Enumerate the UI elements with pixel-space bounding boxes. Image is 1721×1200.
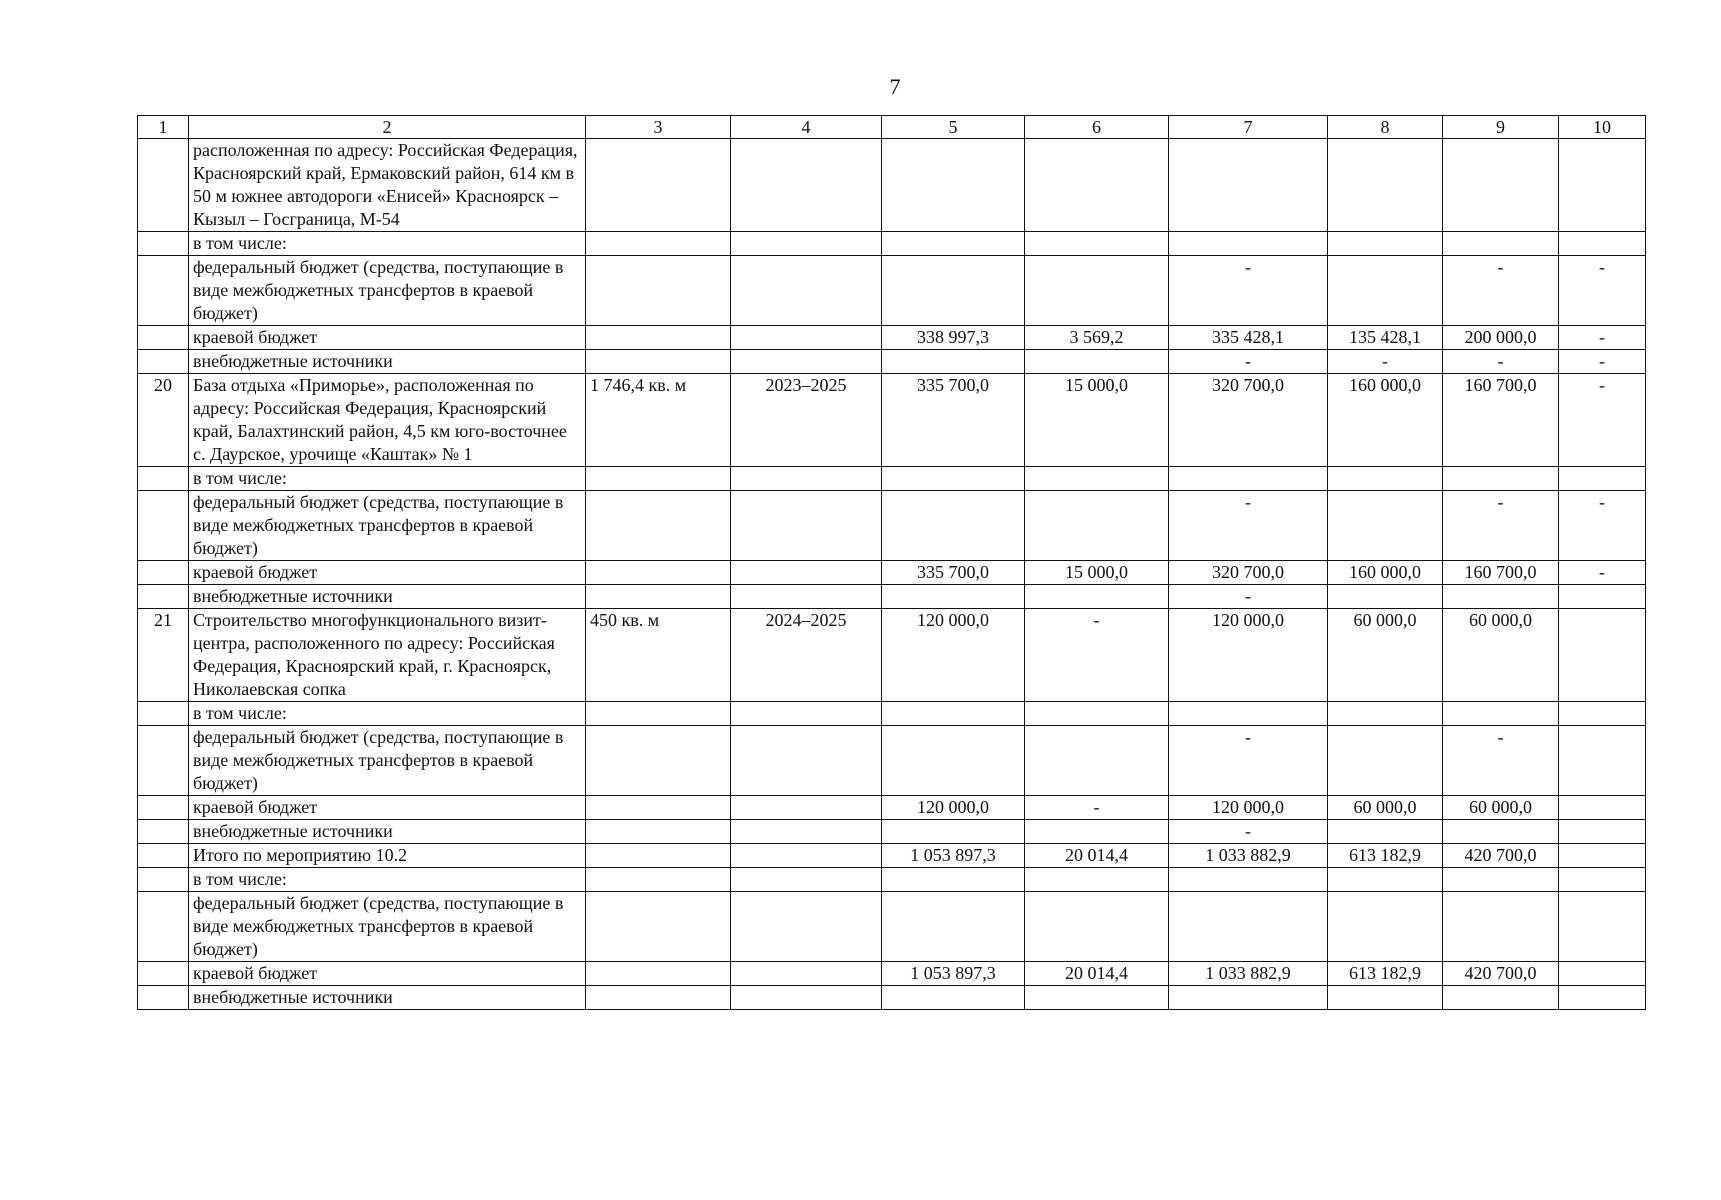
value-col-6 [1025,702,1169,726]
value-col-5 [882,986,1025,1010]
value-col-9 [1443,232,1559,256]
column-header: 1 [138,116,189,139]
capacity [586,868,731,892]
period [731,561,882,585]
period [731,256,882,326]
column-header: 6 [1025,116,1169,139]
row-number [138,892,189,962]
table-row [138,139,1646,232]
value-col-10 [1559,467,1646,491]
value-col-9 [1443,868,1559,892]
column-header: 5 [882,116,1025,139]
value-col-5 [882,139,1025,232]
capacity [586,350,731,374]
value-col-5: 335 700,0 [882,374,1025,467]
value-col-8 [1328,256,1443,326]
value-col-6 [1025,892,1169,962]
value-col-10: - [1559,326,1646,350]
value-col-10: - [1559,374,1646,467]
value-col-6 [1025,868,1169,892]
table-row [138,491,1646,561]
table-row [138,326,1646,350]
value-col-6 [1025,350,1169,374]
period: 2023–2025 [731,374,882,467]
value-col-7: 1 033 882,9 [1169,844,1328,868]
item-name: внебюджетные источники [189,585,586,609]
item-name: внебюджетные источники [189,820,586,844]
table-row [138,467,1646,491]
value-col-8: 60 000,0 [1328,796,1443,820]
capacity [586,232,731,256]
value-col-6 [1025,232,1169,256]
value-col-10 [1559,844,1646,868]
row-number [138,796,189,820]
value-col-10 [1559,986,1646,1010]
table-row [138,726,1646,796]
value-col-8 [1328,139,1443,232]
row-number [138,986,189,1010]
period [731,467,882,491]
capacity [586,892,731,962]
table-row [138,796,1646,820]
value-col-7: - [1169,256,1328,326]
value-col-5 [882,256,1025,326]
row-number [138,844,189,868]
value-col-7 [1169,702,1328,726]
row-number [138,256,189,326]
period [731,820,882,844]
value-col-7 [1169,232,1328,256]
value-col-5 [882,820,1025,844]
period [731,232,882,256]
value-col-7: 120 000,0 [1169,796,1328,820]
value-col-5 [882,467,1025,491]
item-name: в том числе: [189,868,586,892]
budget-table [137,115,1646,1010]
value-col-6: - [1025,609,1169,702]
row-number [138,585,189,609]
row-number: 20 [138,374,189,467]
value-col-8: 160 000,0 [1328,374,1443,467]
row-number [138,326,189,350]
value-col-5 [882,350,1025,374]
value-col-10 [1559,726,1646,796]
period [731,726,882,796]
row-number [138,232,189,256]
capacity [586,844,731,868]
row-number [138,350,189,374]
item-name: краевой бюджет [189,962,586,986]
value-col-7: - [1169,585,1328,609]
value-col-5: 338 997,3 [882,326,1025,350]
period [731,139,882,232]
value-col-8 [1328,820,1443,844]
value-col-9: 160 700,0 [1443,374,1559,467]
value-col-5 [882,726,1025,796]
value-col-7 [1169,868,1328,892]
period [731,844,882,868]
capacity [586,561,731,585]
value-col-5: 1 053 897,3 [882,962,1025,986]
value-col-8 [1328,467,1443,491]
value-col-9 [1443,986,1559,1010]
capacity [586,139,731,232]
value-col-8 [1328,585,1443,609]
value-col-9 [1443,702,1559,726]
value-col-6: 15 000,0 [1025,561,1169,585]
value-col-6 [1025,139,1169,232]
value-col-10 [1559,609,1646,702]
value-col-5 [882,868,1025,892]
value-col-6: 20 014,4 [1025,962,1169,986]
value-col-9: 200 000,0 [1443,326,1559,350]
item-name: Итого по мероприятию 10.2 [189,844,586,868]
value-col-5: 120 000,0 [882,609,1025,702]
value-col-9 [1443,820,1559,844]
item-name: внебюджетные источники [189,350,586,374]
item-name: База отдыха «Приморье», расположенная по адресу: Российская Федерация, Красноярский край, Балахтинский район, 4,5 км юго-восточнее с. Даурское, урочище «Каштак» № 1 [189,374,586,467]
value-col-6: 3 569,2 [1025,326,1169,350]
period [731,491,882,561]
value-col-8 [1328,491,1443,561]
capacity [586,491,731,561]
item-name: в том числе: [189,702,586,726]
value-col-10 [1559,139,1646,232]
value-col-9: 160 700,0 [1443,561,1559,585]
period: 2024–2025 [731,609,882,702]
table-row [138,844,1646,868]
value-col-7: 320 700,0 [1169,374,1328,467]
value-col-9 [1443,139,1559,232]
row-number [138,491,189,561]
value-col-6: - [1025,796,1169,820]
capacity [586,585,731,609]
value-col-9 [1443,892,1559,962]
table-row [138,585,1646,609]
row-number [138,467,189,491]
value-col-10 [1559,796,1646,820]
page-number: 7 [889,74,901,99]
value-col-6: 20 014,4 [1025,844,1169,868]
column-header: 9 [1443,116,1559,139]
table-row [138,609,1646,702]
value-col-9 [1443,467,1559,491]
value-col-6 [1025,726,1169,796]
period [731,962,882,986]
value-col-10 [1559,820,1646,844]
value-col-10 [1559,585,1646,609]
value-col-5 [882,702,1025,726]
capacity [586,726,731,796]
period [731,868,882,892]
capacity [586,986,731,1010]
item-name: федеральный бюджет (средства, поступающие в виде межбюджетных трансфертов в краевой бюджет) [189,726,586,796]
value-col-5 [882,232,1025,256]
capacity: 1 746,4 кв. м [586,374,731,467]
row-number [138,561,189,585]
value-col-7 [1169,467,1328,491]
table-row [138,350,1646,374]
period [731,892,882,962]
value-col-8: 60 000,0 [1328,609,1443,702]
table-row [138,232,1646,256]
value-col-7 [1169,139,1328,232]
value-col-10: - [1559,256,1646,326]
value-col-9: - [1443,726,1559,796]
value-col-10: - [1559,491,1646,561]
table-row [138,702,1646,726]
value-col-8: - [1328,350,1443,374]
row-number [138,702,189,726]
table-row [138,256,1646,326]
column-header: 10 [1559,116,1646,139]
item-name: федеральный бюджет (средства, поступающие в виде межбюджетных трансфертов в краевой бюджет) [189,892,586,962]
value-col-10 [1559,702,1646,726]
value-col-5: 335 700,0 [882,561,1025,585]
capacity [586,820,731,844]
value-col-8: 135 428,1 [1328,326,1443,350]
value-col-8 [1328,986,1443,1010]
value-col-9: 60 000,0 [1443,609,1559,702]
capacity [586,326,731,350]
period [731,585,882,609]
value-col-10 [1559,962,1646,986]
value-col-6 [1025,585,1169,609]
column-header: 7 [1169,116,1328,139]
period [731,702,882,726]
table-row [138,820,1646,844]
table-body [138,116,1646,1010]
table-row [138,561,1646,585]
value-col-7: 120 000,0 [1169,609,1328,702]
value-col-9: 420 700,0 [1443,844,1559,868]
row-number [138,962,189,986]
value-col-6 [1025,467,1169,491]
table-row [138,868,1646,892]
column-header: 4 [731,116,882,139]
value-col-7: 1 033 882,9 [1169,962,1328,986]
period [731,986,882,1010]
value-col-5 [882,892,1025,962]
value-col-10 [1559,892,1646,962]
header-row [138,116,1646,139]
item-name: Строительство многофункционального визит-центра, расположенного по адресу: Российская Федерация, Красноярский край, г. Красноярск, Николаевская сопка [189,609,586,702]
value-col-8 [1328,232,1443,256]
value-col-9: - [1443,256,1559,326]
value-col-8: 613 182,9 [1328,844,1443,868]
value-col-7: 320 700,0 [1169,561,1328,585]
value-col-8: 160 000,0 [1328,561,1443,585]
value-col-6 [1025,986,1169,1010]
value-col-10: - [1559,561,1646,585]
capacity [586,256,731,326]
value-col-9 [1443,585,1559,609]
period [731,326,882,350]
value-col-7 [1169,986,1328,1010]
item-name: краевой бюджет [189,561,586,585]
value-col-8 [1328,702,1443,726]
period [731,796,882,820]
capacity [586,467,731,491]
table-row [138,986,1646,1010]
value-col-10: - [1559,350,1646,374]
value-col-9: - [1443,491,1559,561]
row-number [138,868,189,892]
row-number [138,726,189,796]
row-number: 21 [138,609,189,702]
item-name: внебюджетные источники [189,986,586,1010]
item-name: краевой бюджет [189,796,586,820]
value-col-7: - [1169,820,1328,844]
value-col-7 [1169,892,1328,962]
value-col-10 [1559,868,1646,892]
capacity [586,796,731,820]
item-name: краевой бюджет [189,326,586,350]
value-col-7: - [1169,491,1328,561]
value-col-7: 335 428,1 [1169,326,1328,350]
value-col-7: - [1169,726,1328,796]
value-col-9: 60 000,0 [1443,796,1559,820]
value-col-5 [882,491,1025,561]
row-number [138,820,189,844]
item-name: расположенная по адресу: Российская Федерация, Красноярский край, Ермаковский район, 614 км в 50 м южнее автодороги «Енисей» Красноярск – Кызыл – Госграница, М-54 [189,139,586,232]
column-header: 2 [189,116,586,139]
value-col-6 [1025,491,1169,561]
table-row [138,892,1646,962]
period [731,350,882,374]
value-col-6: 15 000,0 [1025,374,1169,467]
table-row [138,962,1646,986]
value-col-5: 1 053 897,3 [882,844,1025,868]
value-col-8 [1328,726,1443,796]
item-name: в том числе: [189,467,586,491]
value-col-7: - [1169,350,1328,374]
capacity [586,962,731,986]
value-col-5 [882,585,1025,609]
item-name: федеральный бюджет (средства, поступающие в виде межбюджетных трансфертов в краевой бюджет) [189,256,586,326]
item-name: в том числе: [189,232,586,256]
column-header: 3 [586,116,731,139]
value-col-9: 420 700,0 [1443,962,1559,986]
value-col-9: - [1443,350,1559,374]
value-col-8 [1328,868,1443,892]
value-col-10 [1559,232,1646,256]
row-number [138,139,189,232]
value-col-8 [1328,892,1443,962]
column-header: 8 [1328,116,1443,139]
capacity: 450 кв. м [586,609,731,702]
value-col-6 [1025,256,1169,326]
item-name: федеральный бюджет (средства, поступающие в виде межбюджетных трансфертов в краевой бюджет) [189,491,586,561]
value-col-6 [1025,820,1169,844]
value-col-5: 120 000,0 [882,796,1025,820]
value-col-8: 613 182,9 [1328,962,1443,986]
table-row [138,374,1646,467]
capacity [586,702,731,726]
